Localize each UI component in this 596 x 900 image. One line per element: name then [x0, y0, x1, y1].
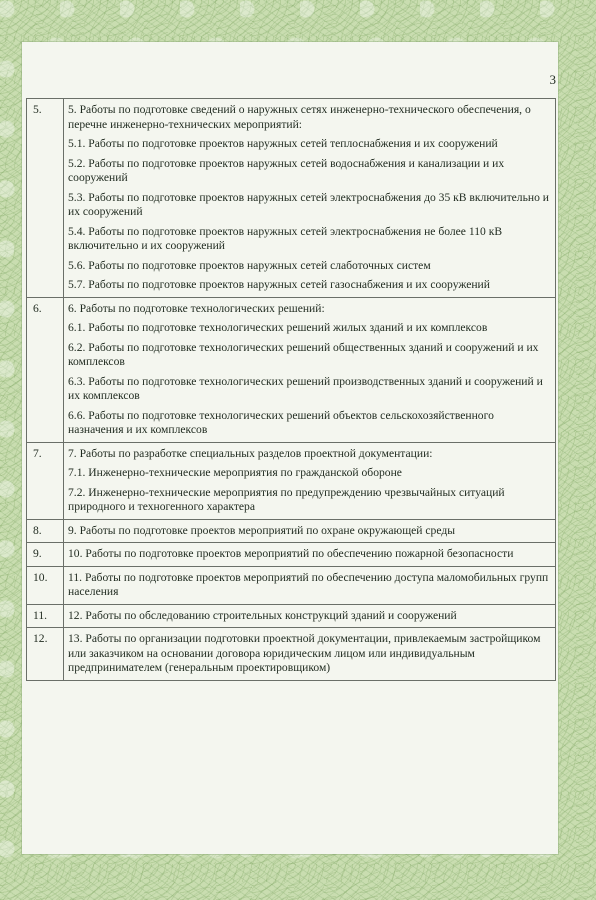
work-item: 12. Работы по обследованию строительных конструкций зданий и сооружений [68, 608, 457, 622]
work-description-cell [64, 442, 556, 519]
work-item: 11. Работы по подготовке проектов мероприятий по обеспечению доступа маломобильных групп населения [68, 570, 549, 598]
work-description-cell [64, 519, 556, 543]
work-item: 5.6. Работы по подготовке проектов наружных сетей слаботочных систем [68, 258, 431, 272]
work-description-cell [64, 566, 556, 604]
work-description-cell [64, 543, 556, 567]
work-item: 9. Работы по подготовке проектов мероприятий по охране окружающей среды [68, 523, 456, 537]
work-description-cell [64, 99, 556, 298]
work-item: 7. Работы по разработке специальных разделов проектной документации: [68, 446, 433, 460]
table-row [27, 604, 556, 628]
page-number: 3 [549, 72, 556, 87]
work-item: 5.1. Работы по подготовке проектов наружных сетей теплоснабжения и их сооружений [68, 137, 498, 150]
table-row [27, 99, 556, 298]
row-number: 7. [27, 442, 64, 519]
row-number: 6. [27, 297, 64, 442]
table-row [27, 543, 556, 567]
work-description-cell [64, 297, 556, 442]
work-item: 10. Работы по подготовке проектов мероприятий по обеспечению пожарной безопасности [68, 547, 514, 560]
table-row [27, 519, 556, 543]
work-description-cell [64, 604, 556, 628]
row-number: 9. [27, 543, 64, 567]
work-item: 7.2. Инженерно-технические мероприятия по предупреждению чрезвычайных ситуаций природного и техногенного характера [68, 485, 505, 513]
work-description-cell [64, 628, 556, 681]
work-item: 5.3. Работы по подготовке проектов наружных сетей электроснабжения до 35 кВ включительно и их сооружений [68, 190, 549, 218]
works-table [26, 98, 556, 681]
row-number: 12. [27, 628, 64, 681]
work-item: 6.2. Работы по подготовке технологических решений общественных зданий и сооружений и их комплексов [68, 340, 539, 368]
work-item: 5. Работы по подготовке сведений о наружных сетях инженерно-технического обеспечения, о перечне инженерно-технических мероприятий: [68, 103, 531, 131]
work-item: 5.2. Работы по подготовке проектов наружных сетей водоснабжения и канализации и их сооружений [68, 156, 505, 184]
work-item: 5.7. Работы по подготовке проектов наружных сетей газоснабжения и их сооружений [68, 278, 490, 291]
table-row [27, 566, 556, 604]
row-number: 5. [27, 99, 64, 298]
work-item: 5.4. Работы по подготовке проектов наружных сетей электроснабжения не более 110 кВ включительно и их сооружений [68, 224, 503, 252]
table-row [27, 628, 556, 681]
work-item: 6.3. Работы по подготовке технологических решений производственных зданий и сооружений и их комплексов [68, 374, 543, 402]
work-item: 6.6. Работы по подготовке технологических решений объектов сельскохозяйственного назначения и их комплексов [68, 408, 494, 436]
table-row [27, 297, 556, 442]
table-row [27, 442, 556, 519]
work-item: 13. Работы по организации подготовки проектной документации, привлекаемым застройщиком или заказчиком на основании договора юридическим лицом или индивидуальным предпринимателем (генеральным проектировщиком) [68, 632, 541, 674]
work-item: 6. Работы по подготовке технологических решений: [68, 301, 325, 315]
work-item: 7.1. Инженерно-технические мероприятия по гражданской обороне [68, 466, 402, 479]
work-item: 6.1. Работы по подготовке технологических решений жилых зданий и их комплексов [68, 321, 488, 334]
row-number: 8. [27, 519, 64, 543]
row-number: 11. [27, 604, 64, 628]
row-number: 10. [27, 566, 64, 604]
